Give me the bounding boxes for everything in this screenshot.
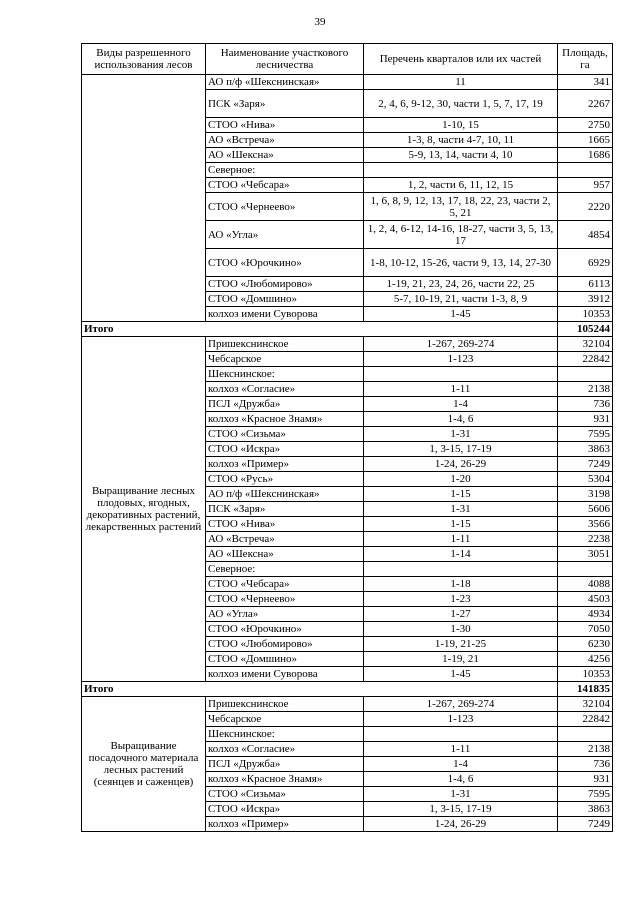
area-cell: 2138 [558, 382, 613, 397]
forestry-cell: СТОО «Чебсара» [206, 577, 364, 592]
forestry-cell: СТОО «Сизьма» [206, 787, 364, 802]
area-cell: 6230 [558, 637, 613, 652]
forestry-cell: СТОО «Юрочкино» [206, 249, 364, 277]
forestry-cell: СТОО «Юрочкино» [206, 622, 364, 637]
table-row [82, 697, 613, 712]
table-row [82, 75, 613, 90]
area-cell: 931 [558, 412, 613, 427]
quarters-cell: 1, 6, 8, 9, 12, 13, 17, 18, 22, 23, части 2, 5, 21 [364, 193, 558, 221]
forestry-cell: АО «Шексна» [206, 148, 364, 163]
forestry-cell: ПСЛ «Дружба» [206, 757, 364, 772]
forestry-cell: колхоз «Согласие» [206, 382, 364, 397]
quarters-cell: 1-4, 6 [364, 412, 558, 427]
area-cell: 2138 [558, 742, 613, 757]
table-header-row [82, 44, 613, 75]
forestry-cell: Чебсарское [206, 352, 364, 367]
forestry-cell: ПСЛ «Дружба» [206, 397, 364, 412]
forestry-cell: СТОО «Нива» [206, 118, 364, 133]
table-body [82, 75, 613, 832]
quarters-cell: 1-8, 10-12, 15-26, части 9, 13, 14, 27-30 [364, 249, 558, 277]
forestry-cell: АО п/ф «Шекснинская» [206, 487, 364, 502]
area-cell: 7595 [558, 427, 613, 442]
area-cell: 3198 [558, 487, 613, 502]
quarters-cell: 1-30 [364, 622, 558, 637]
quarters-cell: 1-4 [364, 757, 558, 772]
area-cell [558, 163, 613, 178]
total-area: 105244 [558, 322, 613, 337]
area-cell: 7595 [558, 787, 613, 802]
area-cell: 22842 [558, 352, 613, 367]
total-row [82, 682, 613, 697]
quarters-cell: 1-20 [364, 472, 558, 487]
quarters-cell: 1-15 [364, 517, 558, 532]
forestry-cell: Пришекснинское [206, 337, 364, 352]
forestry-cell: АО «Встреча» [206, 133, 364, 148]
quarters-cell: 1-45 [364, 307, 558, 322]
area-cell: 5304 [558, 472, 613, 487]
forestry-cell: СТОО «Домшино» [206, 652, 364, 667]
total-area: 141835 [558, 682, 613, 697]
quarters-cell: 1-31 [364, 427, 558, 442]
forestry-cell: колхоз «Пример» [206, 457, 364, 472]
area-cell: 341 [558, 75, 613, 90]
forestry-cell: колхоз «Красное Знамя» [206, 412, 364, 427]
quarters-cell: 1-18 [364, 577, 558, 592]
forestry-cell: колхоз имени Суворова [206, 667, 364, 682]
forestry-cell: СТОО «Нива» [206, 517, 364, 532]
quarters-cell: 1-11 [364, 532, 558, 547]
total-label: Итого [82, 322, 558, 337]
forestry-cell: ПСК «Заря» [206, 502, 364, 517]
forestry-cell: СТОО «Чернеево» [206, 193, 364, 221]
quarters-cell: 1-31 [364, 787, 558, 802]
area-cell: 3566 [558, 517, 613, 532]
forestry-cell: СТОО «Любомирово» [206, 637, 364, 652]
quarters-cell: 1-123 [364, 352, 558, 367]
forestry-cell: Шекснинское: [206, 367, 364, 382]
use-type-cell [82, 75, 206, 322]
area-cell: 3863 [558, 802, 613, 817]
area-cell: 4088 [558, 577, 613, 592]
area-cell: 2267 [558, 90, 613, 118]
area-cell: 736 [558, 757, 613, 772]
area-cell: 7050 [558, 622, 613, 637]
forestry-cell: колхоз «Красное Знамя» [206, 772, 364, 787]
forestry-cell: АО «Угла» [206, 607, 364, 622]
area-cell [558, 727, 613, 742]
forestry-cell: СТОО «Чебсара» [206, 178, 364, 193]
forestry-cell: СТОО «Русь» [206, 472, 364, 487]
forestry-cell: Шекснинское: [206, 727, 364, 742]
area-cell [558, 367, 613, 382]
quarters-cell: 5-9, 13, 14, части 4, 10 [364, 148, 558, 163]
land-use-table [81, 43, 613, 832]
table-row [82, 337, 613, 352]
quarters-cell: 1, 2, 4, 6-12, 14-16, 18-27, части 3, 5, 13, 17 [364, 221, 558, 249]
forestry-cell: СТОО «Искра» [206, 802, 364, 817]
quarters-cell: 1-24, 26-29 [364, 817, 558, 832]
forestry-cell: СТОО «Чернеево» [206, 592, 364, 607]
forestry-cell: СТОО «Сизьма» [206, 427, 364, 442]
total-label: Итого [82, 682, 558, 697]
area-cell: 10353 [558, 667, 613, 682]
forestry-cell: АО «Угла» [206, 221, 364, 249]
quarters-cell: 5-7, 10-19, 21, части 1-3, 8, 9 [364, 292, 558, 307]
area-cell: 2220 [558, 193, 613, 221]
page-number: 39 [314, 16, 326, 28]
quarters-cell: 1-14 [364, 547, 558, 562]
quarters-cell: 1-27 [364, 607, 558, 622]
quarters-cell [364, 163, 558, 178]
area-cell: 10353 [558, 307, 613, 322]
quarters-cell: 1, 3-15, 17-19 [364, 802, 558, 817]
quarters-cell: 1, 2, части 6, 11, 12, 15 [364, 178, 558, 193]
area-cell: 736 [558, 397, 613, 412]
forestry-cell: Пришекснинское [206, 697, 364, 712]
quarters-cell: 1-31 [364, 502, 558, 517]
area-cell: 1665 [558, 133, 613, 148]
quarters-cell: 1-3, 8, части 4-7, 10, 11 [364, 133, 558, 148]
quarters-cell: 1-19, 21 [364, 652, 558, 667]
quarters-cell: 1-10, 15 [364, 118, 558, 133]
forestry-cell: СТОО «Искра» [206, 442, 364, 457]
quarters-cell: 1, 3-15, 17-19 [364, 442, 558, 457]
area-cell: 7249 [558, 457, 613, 472]
quarters-cell [364, 727, 558, 742]
quarters-cell [364, 367, 558, 382]
forestry-cell: колхоз имени Суворова [206, 307, 364, 322]
use-type-cell: Выращивание посадочного материала лесных растений (сеянцев и саженцев) [82, 697, 206, 832]
area-cell: 3051 [558, 547, 613, 562]
quarters-cell: 11 [364, 75, 558, 90]
total-row [82, 322, 613, 337]
quarters-cell: 1-11 [364, 742, 558, 757]
quarters-cell: 1-23 [364, 592, 558, 607]
forestry-cell: Северное: [206, 562, 364, 577]
forestry-cell: СТОО «Любомирово» [206, 277, 364, 292]
forestry-cell: колхоз «Пример» [206, 817, 364, 832]
forestry-cell: СТОО «Домшино» [206, 292, 364, 307]
forestry-cell: колхоз «Согласие» [206, 742, 364, 757]
area-cell: 7249 [558, 817, 613, 832]
header-forestry: Наименование участкового лесничества [206, 44, 364, 75]
area-cell: 931 [558, 772, 613, 787]
quarters-cell: 1-19, 21-25 [364, 637, 558, 652]
area-cell: 4503 [558, 592, 613, 607]
area-cell: 6113 [558, 277, 613, 292]
quarters-cell [364, 562, 558, 577]
quarters-cell: 1-267, 269-274 [364, 337, 558, 352]
quarters-cell: 1-267, 269-274 [364, 697, 558, 712]
area-cell: 6929 [558, 249, 613, 277]
quarters-cell: 1-4, 6 [364, 772, 558, 787]
forestry-cell: Северное: [206, 163, 364, 178]
header-quarters: Перечень кварталов или их частей [364, 44, 558, 75]
area-cell [558, 562, 613, 577]
quarters-cell: 1-4 [364, 397, 558, 412]
area-cell: 1686 [558, 148, 613, 163]
area-cell: 2238 [558, 532, 613, 547]
forestry-cell: АО «Шексна» [206, 547, 364, 562]
area-cell: 32104 [558, 337, 613, 352]
quarters-cell: 1-24, 26-29 [364, 457, 558, 472]
area-cell: 4256 [558, 652, 613, 667]
area-cell: 5606 [558, 502, 613, 517]
area-cell: 4854 [558, 221, 613, 249]
area-cell: 3863 [558, 442, 613, 457]
header-use-type: Виды разрешенного использования лесов [82, 44, 206, 75]
quarters-cell: 1-45 [364, 667, 558, 682]
forestry-cell: АО «Встреча» [206, 532, 364, 547]
area-cell: 22842 [558, 712, 613, 727]
area-cell: 957 [558, 178, 613, 193]
quarters-cell: 1-11 [364, 382, 558, 397]
forestry-cell: ПСК «Заря» [206, 90, 364, 118]
quarters-cell: 2, 4, 6, 9-12, 30, части 1, 5, 7, 17, 19 [364, 90, 558, 118]
area-cell: 4934 [558, 607, 613, 622]
quarters-cell: 1-19, 21, 23, 24, 26, части 22, 25 [364, 277, 558, 292]
quarters-cell: 1-15 [364, 487, 558, 502]
forestry-cell: АО п/ф «Шекснинская» [206, 75, 364, 90]
quarters-cell: 1-123 [364, 712, 558, 727]
area-cell: 2750 [558, 118, 613, 133]
area-cell: 32104 [558, 697, 613, 712]
header-area: Площадь, га [558, 44, 613, 75]
area-cell: 3912 [558, 292, 613, 307]
use-type-cell: Выращивание лесных плодовых, ягодных, декоративных растений, лекарственных растений [82, 337, 206, 682]
forestry-cell: Чебсарское [206, 712, 364, 727]
